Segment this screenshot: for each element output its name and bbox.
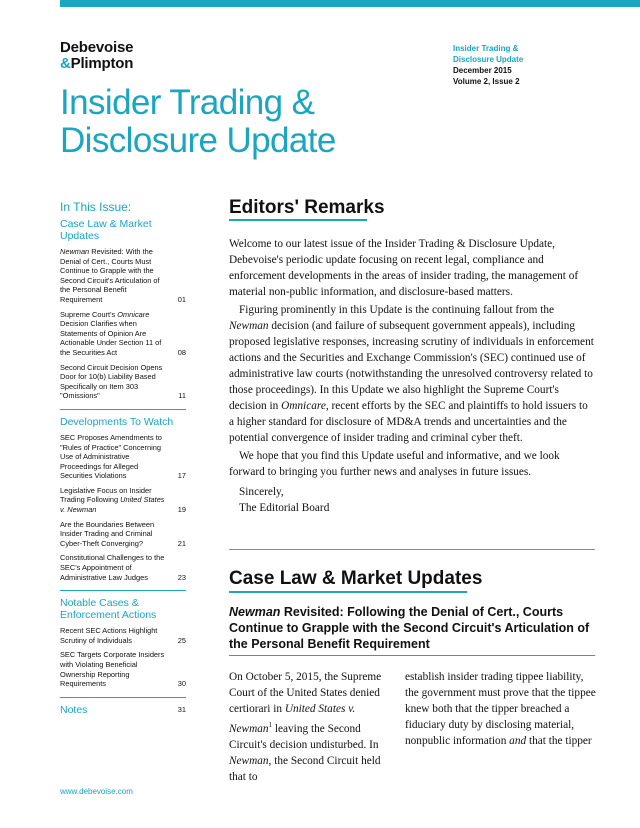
toc-item[interactable] xyxy=(60,433,186,481)
page-title-line-2: Disclosure Update xyxy=(60,121,336,160)
meta-publication-line-1: Insider Trading & xyxy=(453,44,519,53)
logo-line-2: Plimpton xyxy=(70,55,134,72)
firm-logo xyxy=(60,40,133,72)
toc-item-text: SEC Proposes Amendments to "Rules of Practice" Concerning Use of Administrative Proceedings for Alleged Securities Violations xyxy=(60,432,162,481)
toc-item[interactable] xyxy=(60,486,186,515)
logo-ampersand: & xyxy=(60,55,71,72)
toc-item-text: Supreme Court's xyxy=(60,309,118,319)
column-text: establish insider trading tippee liability, the government must prove that the tippee knew both that the tipper breached a fiduciary duty by disclosing material, nonpublic information xyxy=(405,671,596,747)
column-emphasis: and xyxy=(509,735,527,747)
toc-divider xyxy=(60,590,186,591)
editors-paragraph-3: We hope that you find this Update useful and informative, and we look forward to bringing you further news and analyses in future issues. xyxy=(229,450,560,478)
toc-item-text: Revisited: With the Denial of Cert., Courts Must Continue to Grapple with the Second Circuit's Articulation of the Personal Benefit Requirement xyxy=(60,247,160,304)
toc-item[interactable] xyxy=(60,650,186,688)
signature-block xyxy=(239,484,604,516)
column-text: On October 5, 2015, the Supreme Court of the United States denied certiorari in xyxy=(229,671,382,715)
toc-divider xyxy=(60,697,186,698)
toc-page-number: 31 xyxy=(177,704,186,714)
toc-item-emphasis: Newman xyxy=(60,247,90,256)
toc-page-number: 30 xyxy=(177,679,186,689)
paragraph-text: Figuring prominently in this Update is the continuing fallout from the xyxy=(239,304,555,316)
footer-url-link[interactable]: www.debevoise.com xyxy=(60,787,133,796)
toc-item[interactable] xyxy=(60,310,186,358)
column-emphasis: Newman xyxy=(229,754,269,767)
article-column-2 xyxy=(405,669,597,749)
toc-page-number: 01 xyxy=(177,294,186,304)
paragraph-text: decision (and failure of subsequent government appeals), including proposed legislative responses, increasing scrutiny of individuals in enforcement actions and the Securities and Exchange Commission's (SEC) continued use of administrative law courts (notwithstanding the unresolved controversy related to those proceedings). In this Update we also highlight the Supreme Court's decision in xyxy=(229,320,594,412)
toc-item[interactable] xyxy=(60,553,186,582)
article-column-1 xyxy=(229,669,389,785)
editors-paragraph-2 xyxy=(229,302,594,446)
heading-underline xyxy=(229,219,367,221)
toc-item[interactable] xyxy=(60,626,186,645)
heading-underline xyxy=(229,591,467,593)
toc-item[interactable] xyxy=(60,520,186,549)
footnote-marker[interactable]: 1 xyxy=(268,721,273,729)
column-text: leaving the Second Circuit's decision undisturbed. In xyxy=(229,722,379,751)
meta-date: December 2015 xyxy=(453,66,512,75)
page-title-line-1: Insider Trading & xyxy=(60,83,315,122)
logo-line-1: Debevoise xyxy=(60,39,134,56)
toc-item-text: Second Circuit Decision Opens Door for 10(b) Liability Based Specifically on Item 303 "Omissions" xyxy=(60,362,163,401)
toc-notes-label: Notes xyxy=(60,703,88,716)
issue-meta xyxy=(453,43,523,87)
toc-item-emphasis: Omnicare xyxy=(117,309,150,319)
toc-page-number: 21 xyxy=(177,538,186,548)
toc-section-notable-cases[interactable]: Notable Cases & Enforcement Actions xyxy=(60,597,157,622)
toc-page-number: 11 xyxy=(178,391,186,401)
toc-page-number: 19 xyxy=(177,505,186,515)
table-of-contents xyxy=(60,200,186,716)
signer-line: The Editorial Board xyxy=(239,502,330,514)
toc-page-number: 25 xyxy=(177,635,186,645)
editors-remarks-heading: Editors' Remarks xyxy=(229,197,385,218)
article-title xyxy=(229,604,599,652)
toc-item-text: Decision Clarifies when Statements of Opinion Are Actionable Under Section 11 of the Securities Act xyxy=(60,319,162,357)
toc-section-notes[interactable] xyxy=(60,704,186,716)
closing-line: Sincerely, xyxy=(239,486,284,498)
toc-item-text: Constitutional Challenges to the SEC's Appointment of Administrative Law Judges xyxy=(60,553,165,582)
toc-page-number: 23 xyxy=(177,572,186,582)
toc-item-text: Legislative Focus on Insider Trading Following xyxy=(60,485,152,505)
case-law-heading: Case Law & Market Updates xyxy=(229,568,483,589)
article-title-underline xyxy=(229,655,595,656)
toc-section-case-law[interactable]: Case Law & Market Updates xyxy=(60,218,152,242)
meta-publication-line-2: Disclosure Update xyxy=(453,55,524,64)
toc-page-number: 17 xyxy=(177,471,186,481)
paragraph-emphasis: Newman xyxy=(229,320,269,332)
toc-page-number: 08 xyxy=(177,347,186,357)
toc-item-text: Are the Boundaries Between Insider Trading and Criminal Cyber-Theft Converging? xyxy=(60,519,155,548)
article-title-emphasis: Newman xyxy=(229,605,281,619)
editors-paragraph-1: Welcome to our latest issue of the Insider Trading & Disclosure Update, Debevoise's periodic update focusing on recent legal, compliance and enforcement developments in the areas of insider trading, the management of material non-public information, and disclosure-based matters. xyxy=(229,238,579,298)
column-text: , the Second Circuit held that to xyxy=(229,754,381,783)
paragraph-text: , recent efforts by the SEC and plaintiffs to hold issuers to a higher standard for disclosure of MD&A trends and uncertainties and the potential convergence of insider trading and criminal cyber theft. xyxy=(229,400,588,444)
toc-heading: In This Issue: xyxy=(60,200,132,214)
toc-item[interactable] xyxy=(60,363,186,401)
section-divider xyxy=(229,549,595,550)
column-emphasis: United States v. Newman xyxy=(229,703,356,735)
toc-item-emphasis: United States v. Newman xyxy=(60,495,165,515)
top-accent-bar xyxy=(60,0,640,7)
page-title xyxy=(60,84,336,160)
column-text: that the tipper xyxy=(526,735,592,747)
paragraph-emphasis: Omnicare xyxy=(281,400,326,412)
toc-item-text: Recent SEC Actions Highlight Scrutiny of Individuals xyxy=(60,626,158,645)
toc-item[interactable] xyxy=(60,247,186,305)
toc-divider xyxy=(60,409,186,410)
toc-item-text: SEC Targets Corporate Insiders with Violating Beneficial Ownership Reporting Requirements xyxy=(60,650,165,689)
article-title-text: Revisited: Following the Denial of Cert., Courts Continue to Grapple with the Second Circuit's Articulation of the Personal Benefit Requirement xyxy=(229,605,590,651)
meta-volume: Volume 2, Issue 2 xyxy=(453,77,520,86)
toc-section-developments[interactable]: Developments To Watch xyxy=(60,415,174,428)
